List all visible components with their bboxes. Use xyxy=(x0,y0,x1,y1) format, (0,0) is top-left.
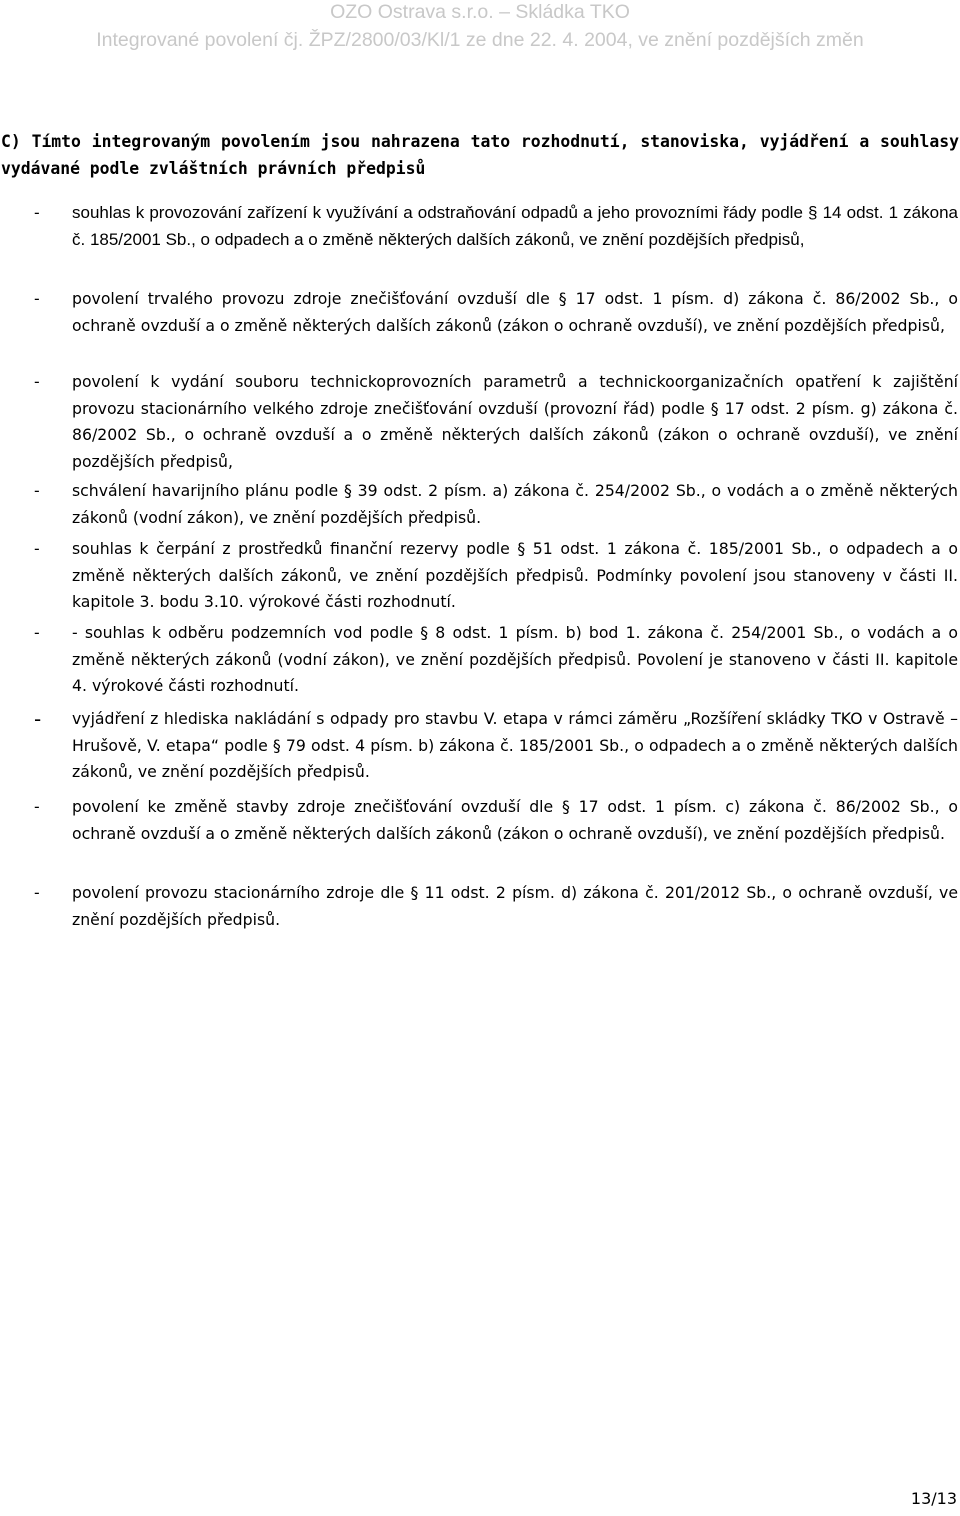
list-bullet: - xyxy=(34,372,40,391)
list-item xyxy=(34,478,958,531)
list-item-text: vyjádření z hlediska nakládání s odpady pro stavbu V. etapa v rámci záměru „Rozšíření skládky TKO v Ostravě – Hrušově, V. etapa“ podle § 79 odst. 4 písm. b) zákona č. 185/2001 Sb., o odpadech a o změně některých dalších zákonů, ve znění pozdějších předpisů. xyxy=(72,709,958,781)
list-item-text: povolení ke změně stavby zdroje znečišťování ovzduší dle § 17 odst. 1 písm. c) zákona č. 86/2002 Sb., o ochraně ovzduší a o změně některých dalších zákonů (zákon o ochraně ovzduší), ve znění pozdějších předpisů. xyxy=(72,797,958,843)
list-bullet: - xyxy=(34,289,40,308)
section-title: C) Tímto integrovaným povolením jsou nahrazena tato rozhodnutí, stanoviska, vyjádření a souhlasy vydávané podle zvláštních právních předpisů xyxy=(1,132,959,178)
list-bullet: - xyxy=(34,623,40,642)
list-item xyxy=(34,286,958,339)
list-bullet: - xyxy=(34,203,40,222)
list-bullet: - xyxy=(34,883,40,902)
list-item xyxy=(34,706,958,786)
page-number: 13/13 xyxy=(910,1489,957,1508)
page-header xyxy=(0,0,960,54)
list-item-text: povolení trvalého provozu zdroje znečišťování ovzduší dle § 17 odst. 1 písm. d) zákona č. 86/2002 Sb., o ochraně ovzduší a o změně některých dalších zákonů (zákon o ochraně ovzduší), ve znění pozdějších předpisů, xyxy=(72,289,958,335)
header-company: OZO Ostrava s.r.o. – Skládka TKO xyxy=(330,1,630,23)
list-item-text: souhlas k čerpání z prostředků finanční rezervy podle § 51 odst. 1 zákona č. 185/2001 Sb., o odpadech a o změně některých dalších zákonů, ve znění pozdějších předpisů. Podmínky povolení jsou stanoveny v části II. kapitole 3. bodu 3.10. výrokové části rozhodnutí. xyxy=(72,539,958,611)
list-item xyxy=(34,794,958,847)
list-bullet: - xyxy=(34,707,42,731)
list-item-text: souhlas k provozování zařízení k využívání a odstraňování odpadů a jeho provozními řády podle § 14 odst. 1 zákona č. 185/2001 Sb., o odpadech a o změně některých dalších zákonů, ve znění pozdějších předpisů, xyxy=(72,203,958,249)
list-item xyxy=(34,536,958,616)
list-item-text: - souhlas k odběru podzemních vod podle § 8 odst. 1 písm. b) bod 1. zákona č. 254/2001 Sb., o vodách a o změně některých zákonů (vodní zákon), ve znění pozdějších předpisů. Povolení je stanoveno v části II. kapitole 4. výrokové části rozhodnutí. xyxy=(72,623,958,695)
list-bullet: - xyxy=(34,797,40,816)
list-bullet: - xyxy=(34,481,40,500)
header-permit-reference: Integrované povolení čj. ŽPZ/2800/03/Kl/1 ze dne 22. 4. 2004, ve znění pozdějších změn xyxy=(96,29,864,51)
list-item xyxy=(34,200,958,253)
list-item xyxy=(34,880,958,933)
list-item-text: povolení provozu stacionárního zdroje dle § 11 odst. 2 písm. d) zákona č. 201/2012 Sb., o ochraně ovzduší, ve znění pozdějších předpisů. xyxy=(72,883,958,929)
list-bullet: - xyxy=(34,539,40,558)
list-item-text: povolení k vydání souboru technickoprovozních parametrů a technickoorganizačních opatření k zajištění provozu stacionárního velkého zdroje znečišťování ovzduší (provozní řád) podle § 17 odst. 2 písm. g) zákona č. 86/2002 Sb., o ochraně ovzduší a o změně některých dalších zákonů (zákon o ochraně ovzduší), ve znění pozdějších předpisů, xyxy=(72,372,958,471)
list-item xyxy=(34,369,958,475)
list-item xyxy=(34,620,958,700)
list-item-text: schválení havarijního plánu podle § 39 odst. 2 písm. a) zákona č. 254/2002 Sb., o vodách a o změně některých zákonů (vodní zákon), ve znění pozdějších předpisů. xyxy=(72,481,958,527)
